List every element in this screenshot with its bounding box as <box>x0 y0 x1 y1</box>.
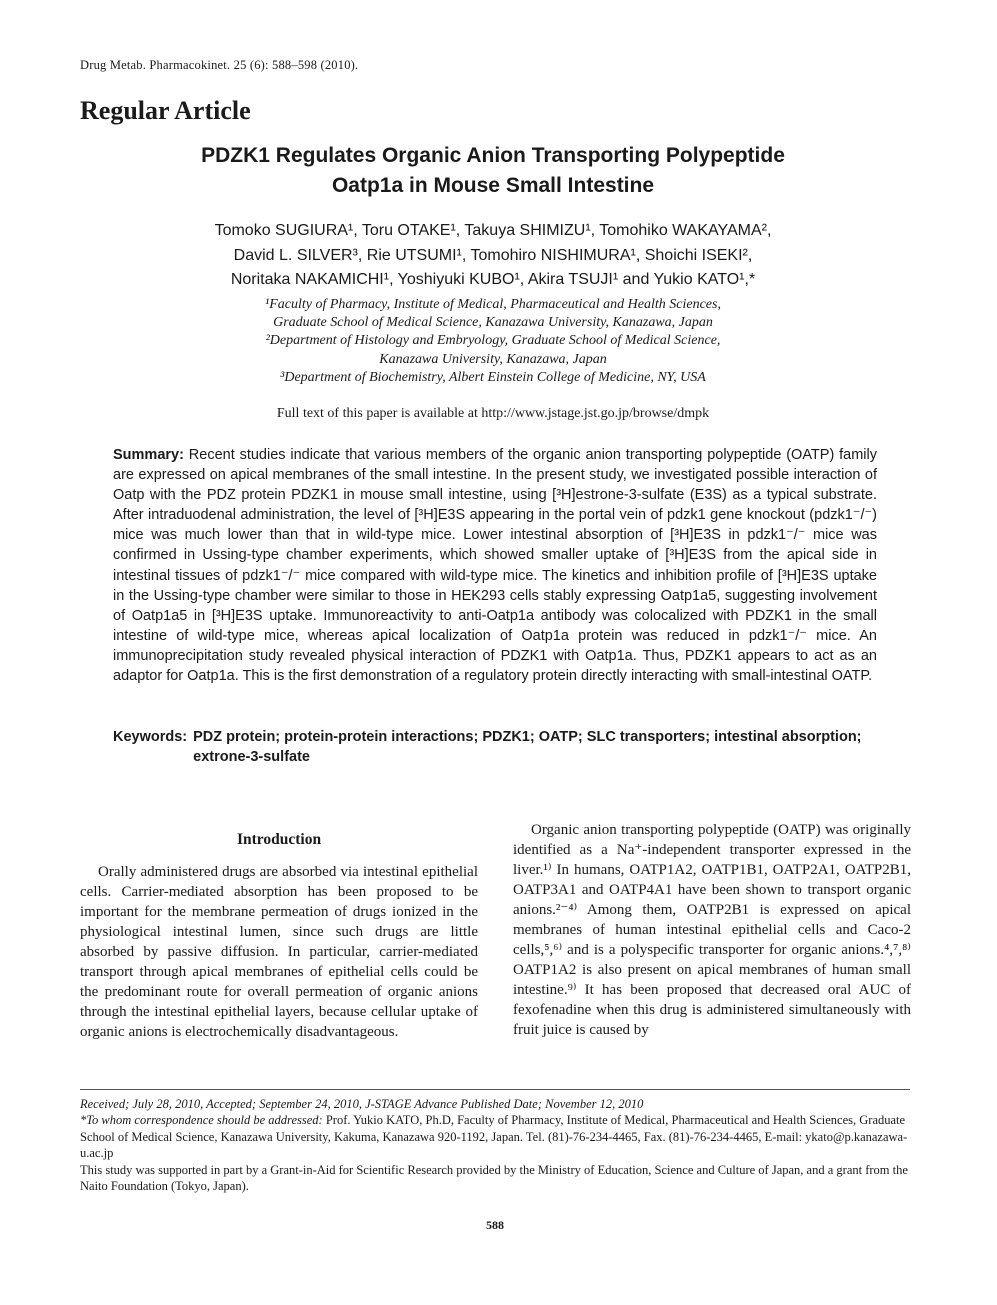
affiliations <box>80 296 906 387</box>
correspondence-note <box>80 1112 910 1161</box>
authors-line-3: Noritaka NAKAMICHI¹, Yoshiyuki KUBO¹, Akira TSUJI¹ and Yukio KATO¹,* <box>230 271 756 288</box>
journal-citation: Drug Metab. Pharmacokinet. 25 (6): 588–598 (2010). <box>80 58 359 72</box>
summary-label: Summary: <box>113 447 184 463</box>
correspondence-label: *To whom correspondence should be addressed: <box>80 1113 323 1128</box>
author-list <box>80 219 906 293</box>
affiliation-line: ³Department of Biochemistry, Albert Einstein College of Medicine, NY, USA <box>280 369 706 385</box>
affiliation-line: Graduate School of Medical Science, Kanazawa University, Kanazawa, Japan <box>273 315 713 331</box>
paper-title <box>80 141 906 201</box>
full-text-note: Full text of this paper is available at http://www.jstage.jst.go.jp/browse/dmpk <box>276 406 710 421</box>
correspondence-text: Prof. Yukio KATO, Ph.D, Faculty of Pharmacy, Institute of Medical, Pharmaceutical and Health Sciences, Graduate School of Medical Science, Kanazawa University, Kakuma, Kanazawa 920-1192, Japan. Tel. (81)-76-234-4465, Fax. (81)-76-234-4465, E-mail: ykato@p.kanazawa-u.ac.jp <box>80 1113 908 1161</box>
keywords-label: Keywords: <box>113 729 188 745</box>
article-type-heading: Regular Article <box>80 96 251 125</box>
summary-section <box>113 445 877 686</box>
intro-paragraph-left: Orally administered drugs are absorbed via intestinal epithelial cells. Carrier-mediated absorption has been proposed to be important for the membrane permeation of drugs ionized in the physiological intestinal lumen, since such drugs are little absorbed by passive diffusion. In particular, carrier-mediated transport through apical membranes of epithelial cells could be the predominant route for overall permeation of organic anions through the intestinal epithelial layers, because cellular uptake of organic anions is electrochemically disadvantageous. <box>80 864 478 1040</box>
left-column <box>80 820 478 1042</box>
authors-line-1: Tomoko SUGIURA¹, Toru OTAKE¹, Takuya SHIMIZU¹, Tomohiko WAKAYAMA², <box>214 222 772 239</box>
title-line-2: Oatp1a in Mouse Small Intestine <box>331 174 655 197</box>
summary-text: Recent studies indicate that various members of the organic anion transporting polypeptide (OATP) family are expressed on apical membranes of the small intestine. In the present study, we investigated possible interaction of Oatp with the PDZ protein PDZK1 in mouse small intestine, using [³H]estrone-3-sulfate (E3S) as a typical substrate. After intraduodenal administration, the level of [³H]E3S appearing in the portal vein of pdzk1 gene knockout (pdzk1⁻/⁻) mice was much lower than that in wild-type mice. Lower intestinal absorption of [³H]E3S in pdzk1⁻/⁻ mice was confirmed in Ussing-type chamber experiments, which showed smaller uptake of [³H]E3S from the apical side in intestinal tissues of pdzk1⁻/⁻ mice compared with wild-type mice. The kinetics and inhibition profile of [³H]E3S uptake in the Ussing-type chamber were similar to those in HEK293 cells stably expressing Oatp1a5, suggesting involvement of Oatp1a5 in [³H]E3S uptake. Immunoreactivity to anti-Oatp1a antibody was colocalized with PDZK1 in the small intestine of wild-type mice, whereas apical localization of Oatp1a protein was reduced in pdzk1⁻/⁻ mice. An immunoprecipitation study revealed physical interaction of PDZK1 with Oatp1a. Thus, PDZK1 appears to act as an adaptor for Oatp1a. This is the first demonstration of a regulatory protein directly interacting with small-intestinal OATP. <box>113 447 878 685</box>
funding-note: This study was supported in part by a Grant-in-Aid for Scientific Research provided by the Ministry of Education, Science and Culture of Japan, and a grant from the Naito Foundation (Tokyo, Japan). <box>80 1162 908 1194</box>
footnote-divider <box>80 1089 910 1090</box>
footnotes <box>80 1096 910 1194</box>
affiliation-line: ²Department of Histology and Embryology, Graduate School of Medical Science, <box>265 333 721 349</box>
received-dates: Received; July 28, 2010, Accepted; September 24, 2010, J-STAGE Advance Published Date; November 12, 2010 <box>80 1097 644 1111</box>
intro-paragraph-right: Organic anion transporting polypeptide (OATP) was originally identified as a Na⁺-independent transporter expressed in the liver.¹⁾ In humans, OATP1A2, OATP1B1, OATP2A1, OATP2B1, OATP3A1 and OATP4A1 have been shown to transport organic anions.²⁻⁴⁾ Among them, OATP2B1 is expressed on apical membranes of human intestinal epithelial cells and Caco-2 cells,⁵,⁶⁾ and is a polyspecific transporter for organic anions.⁴,⁷,⁸⁾ OATP1A2 is also present on apical membranes of human small intestine.⁹⁾ It has been proposed that decreased oral AUC of fexofenadine when this drug is administered simultaneously with fruit juice is caused by <box>513 822 911 1038</box>
keywords-text: PDZ protein; protein-protein interactions; PDZK1; OATP; SLC transporters; intestinal absorption; extrone-3-sulfate <box>193 729 862 765</box>
right-column <box>513 820 911 1040</box>
affiliation-line: ¹Faculty of Pharmacy, Institute of Medical, Pharmaceutical and Health Sciences, <box>265 297 721 312</box>
page-number: 588 <box>486 1218 504 1232</box>
affiliation-line: Kanazawa University, Kanazawa, Japan <box>379 351 607 367</box>
title-line-1: PDZK1 Regulates Organic Anion Transporting Polypeptide <box>201 144 785 167</box>
keywords-section <box>113 727 877 767</box>
introduction-heading: Introduction <box>236 831 322 848</box>
authors-line-2: David L. SILVER³, Rie UTSUMI¹, Tomohiro NISHIMURA¹, Shoichi ISEKI², <box>233 246 753 264</box>
